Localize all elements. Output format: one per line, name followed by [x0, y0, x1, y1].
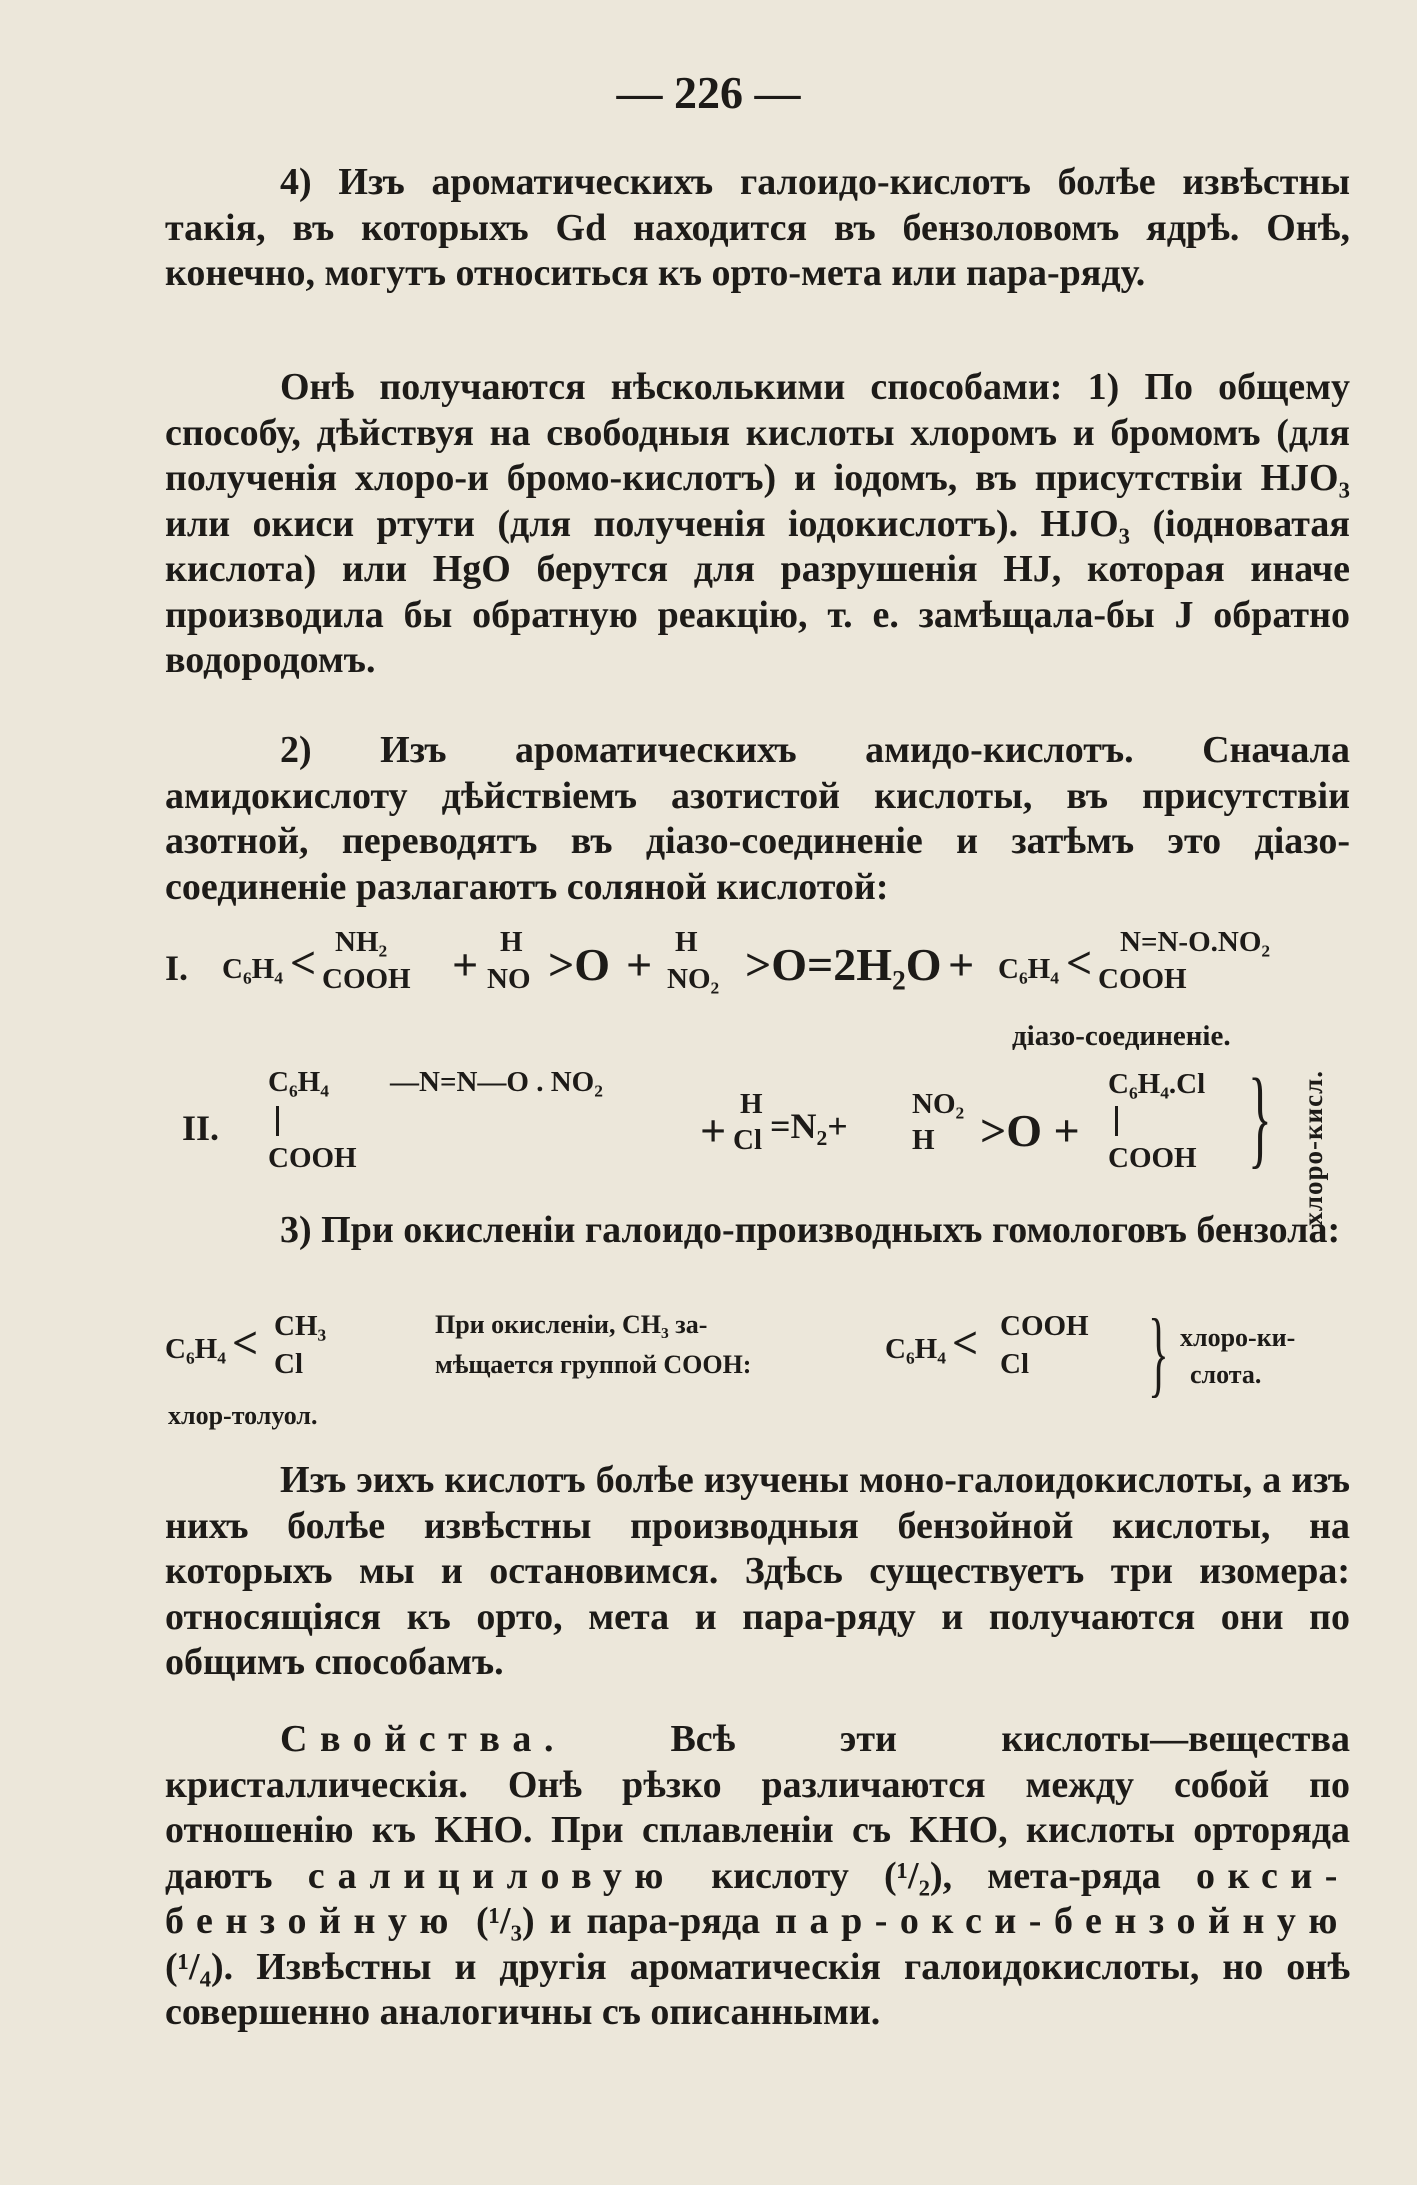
- eq3-note-1: При окисленіи, CH₃ за-: [435, 1310, 708, 1339]
- eq2-brace: }: [1248, 1056, 1272, 1178]
- paragraph-properties: Свойства. Всѣ эти кислоты—вещества кристаллическія. Онѣ рѣзко различаются между собой по отношенію къ KHO. При сплавленіи съ KHO, кислоты орторяда даютъ салициловую кислоту (¹/₂), мета-ряда окси-бензойную (¹/₃) и пара-ряда пар-окси-бензойную (¹/₄). Извѣстны и другія ароматическія галоидокислоты, но онѣ совершенно аналогичны съ описанными.: [165, 1718, 1351, 2033]
- eq3-brace: }: [1148, 1299, 1169, 1406]
- eq2-c6h4: C₆H₄: [268, 1066, 329, 1098]
- eq1-lt: <: [290, 937, 317, 988]
- eq3-lt: <: [232, 1317, 259, 1368]
- eq2-label: II.: [182, 1108, 220, 1148]
- eq1-no: NO: [487, 963, 531, 995]
- eq2-cl: Cl: [733, 1124, 762, 1156]
- paragraph-mono-haloid: Изъ эихъ кислотъ болѣе изучены моно-галоидокислоты, а изъ нихъ болѣе извѣстны производныя бензойной кислоты, на которыхъ мы и остановимся. Здѣсь существуетъ три изомера: относящіяся къ орто, мета и пара-ряду и получаются они по общимъ способамъ.: [165, 1459, 1350, 1683]
- paragraph-methods: Онѣ получаются нѣсколькими способами: 1) По общему способу, дѣйствуя на свободныя кислоты хлоромъ и бромомъ (для полученія хлоро-и бромо-кислотъ) и іодомъ, въ присутствіи HJO₃ или окиси ртути (для полученія іодокислотъ). HJO₃ (іодноватая кислота) или HgO берутся для разрушенія HJ, которая иначе производила бы обратную реакцію, т. е. замѣщала-бы J обратно водородомъ.: [165, 366, 1350, 681]
- par-oxy-benzoic-acid: пар-окси-бензойную: [775, 1900, 1350, 1942]
- eq1-caption: діазо-соединеніе.: [1012, 1020, 1231, 1052]
- eq3-cooh: COOH: [1000, 1310, 1089, 1342]
- eq1-nno: N=N-O.NO₂: [1120, 926, 1271, 958]
- eq3-cl-b: Cl: [1000, 1348, 1029, 1380]
- eq1-h-1: H: [500, 926, 523, 958]
- eq2-h2: H: [912, 1124, 935, 1156]
- paragraph-aromatic-haloid-acids: 4) Изъ ароматическихъ галоидо-кислотъ болѣе извѣстны такія, въ которыхъ Gd находится въ бензоловомъ ядрѣ. Онѣ, конечно, могутъ относиться къ орто-мета или пара-ряду.: [165, 161, 1350, 294]
- eq2-chain: —N=N—O . NO₂: [390, 1066, 603, 1098]
- eq1-plus-2: +: [626, 939, 653, 990]
- eq1-h-2: H: [675, 926, 698, 958]
- eq1-nh2: NH₂: [335, 926, 388, 958]
- eq3-c6h4-b: C₆H₄: [885, 1333, 946, 1365]
- eq2-bond-1: [276, 1106, 279, 1136]
- eq2-c6h4cl: C₆H₄.Cl: [1108, 1068, 1206, 1100]
- paragraph-oxidation: 3) При окисленіи галоидо-производныхъ гомологовъ бензола:: [280, 1209, 1341, 1251]
- eq2-no2: NO₂: [912, 1088, 965, 1120]
- salicylic-acid: салициловую: [307, 1854, 677, 1897]
- properties-heading: Свойства.: [280, 1718, 567, 1760]
- eq2-cooh-b: COOH: [1108, 1142, 1197, 1174]
- eq2-bond-2: [1115, 1106, 1118, 1136]
- eq1-c6h4-b: C₆H₄: [998, 953, 1059, 985]
- eq1-label: I.: [165, 948, 189, 988]
- eq1-gto-eq: >O=2H₂O: [745, 939, 942, 990]
- eq1-cooh: COOH: [322, 963, 411, 995]
- eq1-cooh-b: COOH: [1098, 963, 1187, 995]
- eq3-side-1: хлоро-ки-: [1180, 1323, 1296, 1352]
- eq3-side-2: слота.: [1190, 1360, 1262, 1389]
- page-number: — 226 —: [616, 67, 801, 118]
- oxy-benzoic-acid: окси-бензойную: [165, 1854, 1351, 1942]
- eq2-cooh: COOH: [268, 1142, 357, 1174]
- eq2-eq-n2: =N₂+: [770, 1106, 848, 1146]
- eq3-ch3: CH₃: [274, 1310, 327, 1342]
- eq1-gto: >O: [548, 939, 610, 990]
- paragraph-amido-acids: 2) Изъ ароматическихъ амидо-кислотъ. Сначала амидокислоту дѣйствіемъ азотистой кислоты, въ присутствіи азотной, переводятъ въ діазо-соединеніе и затѣмъ это діазо-соединеніе разлагаютъ соляной кислотой:: [165, 729, 1350, 908]
- eq3-cl: Cl: [274, 1348, 303, 1380]
- eq2-h: H: [740, 1088, 763, 1120]
- eq1-plus-1: +: [452, 939, 479, 990]
- eq1-c6h4: C₆H₄: [222, 953, 283, 985]
- eq3-c6h4: C₆H₄: [165, 1333, 226, 1365]
- eq3-caption: хлор-толуол.: [168, 1401, 318, 1430]
- eq1-lt-b: <: [1066, 937, 1093, 988]
- eq1-plus-3: +: [948, 939, 975, 990]
- eq3-note-2: мѣщается группой COOH:: [435, 1350, 752, 1379]
- eq1-no2: NO₂: [667, 963, 720, 995]
- eq2-gto: >O +: [980, 1105, 1080, 1156]
- eq2-plus: +: [700, 1105, 727, 1156]
- eq3-lt-b: <: [952, 1317, 979, 1368]
- eq2-side: хлоро-кисл.: [1298, 1070, 1328, 1226]
